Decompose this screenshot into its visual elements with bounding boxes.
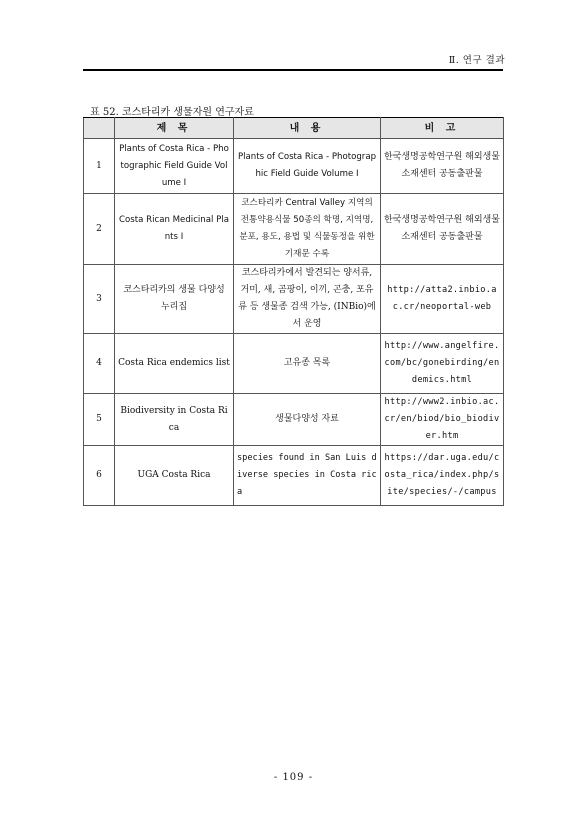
table-row <box>84 394 504 446</box>
row-note-link[interactable]: http://www.angelfire.com/bc/gonebirding/endemics.html <box>381 334 504 394</box>
row-note: 한국생명공학연구원 해외생물소재센터 공동출판물 <box>381 139 504 194</box>
table-row <box>84 139 504 194</box>
research-table <box>83 117 504 506</box>
row-title: Costa Rican Medicinal Plants I <box>115 194 234 265</box>
column-header-content: 내 용 <box>234 118 381 139</box>
row-title: Costa Rica endemics list <box>115 334 234 394</box>
row-content: 코스타리카에서 발견되는 양서류, 거미, 새, 곰팡이, 이끼, 곤충, 포유류 등 생물종 검색 가능, (INBio)에서 운영 <box>234 265 381 334</box>
row-number: 2 <box>84 194 115 265</box>
row-content: 코스타리카 Central Valley 지역의 전통약용식물 50종의 학명, 지역명, 분포, 용도, 용법 및 식물동정을 위한 기재문 수록 <box>234 194 381 265</box>
row-number: 6 <box>84 446 115 506</box>
row-title: Biodiversity in Costa Rica <box>115 394 234 446</box>
row-title: Plants of Costa Rica - Photographic Field Guide Volume I <box>115 139 234 194</box>
row-note-link[interactable]: http://atta2.inbio.ac.cr/neoportal-web <box>381 265 504 334</box>
column-header-note: 비 고 <box>381 118 504 139</box>
row-note: 한국생명공학연구원 해외생물소재센터 공동출판물 <box>381 194 504 265</box>
column-header-title: 제 목 <box>115 118 234 139</box>
table-row <box>84 265 504 334</box>
row-number: 3 <box>84 265 115 334</box>
row-note-link[interactable]: http://www2.inbio.ac.cr/en/biod/bio_biodiver.htm <box>381 394 504 446</box>
table-row <box>84 194 504 265</box>
row-title: UGA Costa Rica <box>115 446 234 506</box>
row-content: 고유종 목록 <box>234 334 381 394</box>
column-header-no <box>84 118 115 139</box>
row-title: 코스타리카의 생물 다양성 누리집 <box>115 265 234 334</box>
row-note-link[interactable]: https://dar.uga.edu/costa_rica/index.php/site/species/-/campus <box>381 446 504 506</box>
row-content: 생물다양성 자료 <box>234 394 381 446</box>
row-content: Plants of Costa Rica - Photographic Field Guide Volume I <box>234 139 381 194</box>
row-number: 4 <box>84 334 115 394</box>
running-header: Ⅱ. 연구 결과 <box>448 55 505 66</box>
table-header-row <box>84 118 504 139</box>
row-number: 1 <box>84 139 115 194</box>
table-row <box>84 446 504 506</box>
header-rule <box>83 69 503 71</box>
page-number: - 109 - <box>273 772 314 783</box>
row-number: 5 <box>84 394 115 446</box>
table-caption: 표 52. 코스타리카 생물자원 연구자료 <box>90 107 254 118</box>
row-content: species found in San Luis diverse species in Costa rica <box>234 446 381 506</box>
table-row <box>84 334 504 394</box>
